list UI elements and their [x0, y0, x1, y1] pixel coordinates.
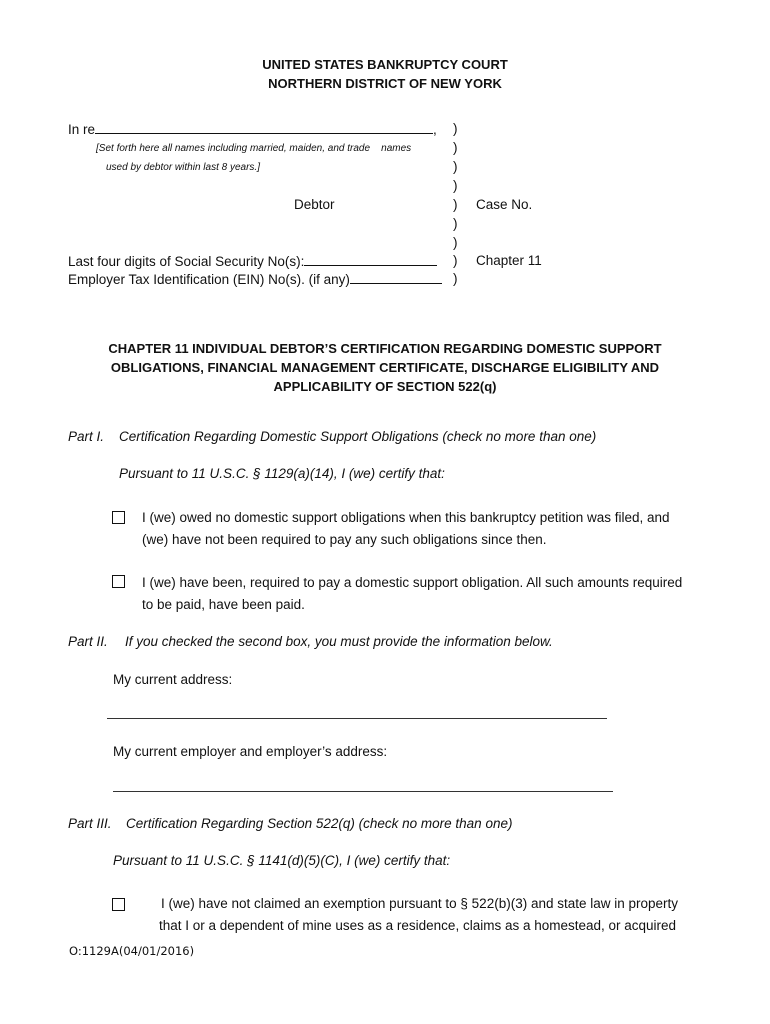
ssn-field[interactable]: [304, 253, 437, 266]
address-field[interactable]: [107, 718, 607, 719]
part1-option1-line1: I (we) owed no domestic support obligations when this bankruptcy petition was filed, and: [142, 510, 670, 525]
part3-option1-line2: that I or a dependent of mine uses as a residence, claims as a homestead, or acquired: [159, 918, 677, 933]
part3-option1-checkbox[interactable]: [112, 898, 125, 911]
part1-option2-line1: I (we) have been, required to pay a domestic support obligation. All such amounts required: [142, 575, 683, 590]
debtor-name-field[interactable]: [95, 121, 433, 134]
paren: ): [453, 121, 458, 136]
caption-in-re: [68, 121, 437, 137]
paren: ): [453, 140, 458, 155]
note-text-1: [Set forth here all names including married, maiden, and trade: [96, 143, 371, 154]
paren: ): [453, 271, 458, 286]
part1-label: Part I.: [68, 429, 105, 444]
part3-label: Part III.: [68, 816, 112, 831]
part1-option1-checkbox[interactable]: [112, 511, 125, 524]
paren: ): [453, 216, 458, 231]
paren: ): [453, 253, 458, 268]
document-title-line3: APPLICABILITY OF SECTION 522(q): [273, 379, 497, 394]
employer-field[interactable]: [113, 791, 613, 792]
part1-pursuant: Pursuant to 11 U.S.C. § 1129(a)(14), I (we) certify that:: [119, 466, 445, 481]
part3-option1-line1: I (we) have not claimed an exemption pursuant to § 522(b)(3) and state law in property: [161, 896, 679, 911]
caption-note-line1: [96, 143, 411, 154]
paren: ): [453, 178, 458, 193]
case-no-label: Case No.: [476, 197, 533, 212]
in-re-comma: ,: [433, 122, 437, 137]
part1-option2-line2: to be paid, have been paid.: [142, 597, 305, 612]
part1-option2-checkbox[interactable]: [112, 575, 125, 588]
ssn-row: [68, 253, 437, 269]
paren: ): [453, 159, 458, 174]
court-name: UNITED STATES BANKRUPTCY COURT: [262, 57, 508, 72]
part3-pursuant: Pursuant to 11 U.S.C. § 1141(d)(5)(C), I (we) certify that:: [113, 853, 451, 868]
in-re-label: In re: [68, 122, 96, 137]
part3-heading: Certification Regarding Section 522(q) (check no more than one): [126, 816, 513, 831]
caption-note-line2: used by debtor within last 8 years.]: [106, 162, 260, 173]
part1-heading: Certification Regarding Domestic Support Obligations (check no more than one): [119, 429, 597, 444]
court-district: NORTHERN DISTRICT OF NEW YORK: [268, 76, 502, 91]
paren: ): [453, 235, 458, 250]
part2-label: Part II.: [68, 634, 108, 649]
document-title-line2: OBLIGATIONS, FINANCIAL MANAGEMENT CERTIFICATE, DISCHARGE ELIGIBILITY AND: [110, 360, 660, 375]
form-number: O:1129A(04/01/2016): [69, 944, 195, 958]
debtor-label: Debtor: [294, 197, 335, 212]
chapter-label: Chapter 11: [476, 253, 542, 268]
ein-label: Employer Tax Identification (EIN) No(s). (if any): [68, 272, 350, 287]
address-label: My current address:: [113, 672, 233, 687]
employer-label: My current employer and employer’s address:: [113, 744, 388, 759]
paren: ): [453, 197, 458, 212]
ein-row: [68, 271, 442, 287]
part1-option1-line2: (we) have not been required to pay any such obligations since then.: [142, 532, 547, 547]
document-title-line1: CHAPTER 11 INDIVIDUAL DEBTOR’S CERTIFICATION REGARDING DOMESTIC SUPPORT: [108, 341, 662, 356]
part2-heading: If you checked the second box, you must provide the information below.: [125, 634, 553, 649]
ein-field[interactable]: [350, 271, 442, 284]
ssn-label: Last four digits of Social Security No(s):: [68, 254, 305, 269]
note-text-1b: names: [381, 143, 412, 154]
